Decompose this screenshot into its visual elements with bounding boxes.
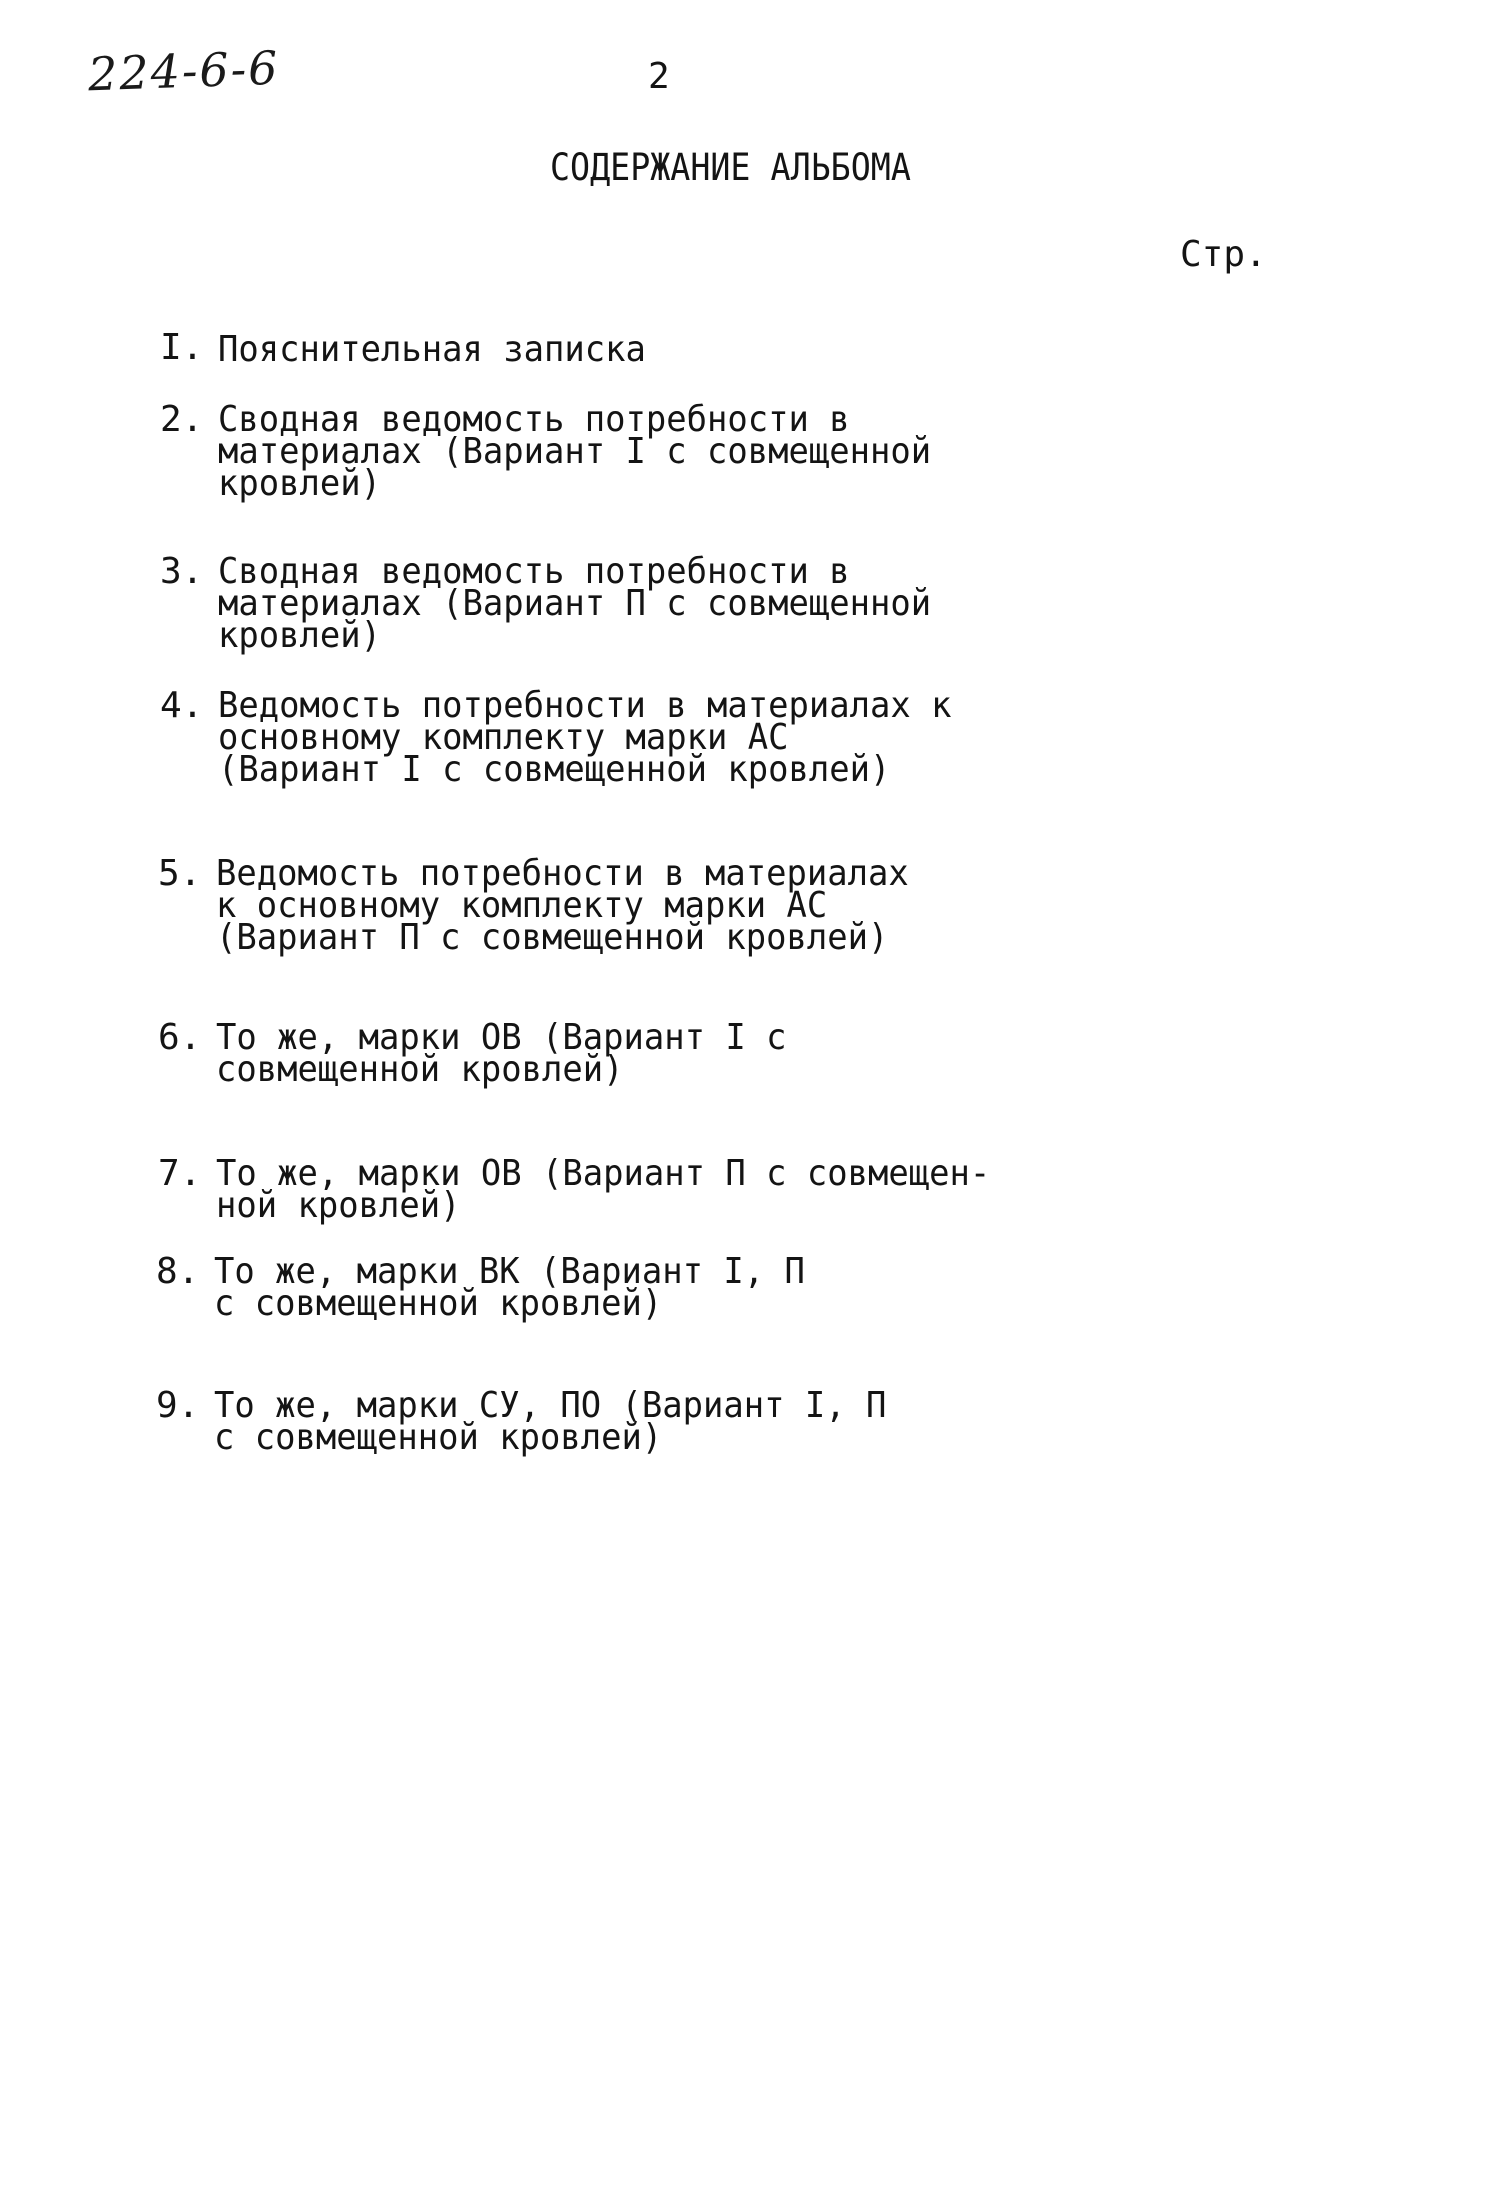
- toc-item-text: Пояснительная записка: [218, 329, 646, 370]
- toc-item-number: 4.: [160, 685, 204, 726]
- album-contents-title: СОДЕРЖАНИЕ АЛЬБОМА: [550, 146, 911, 189]
- toc-item-7: [158, 1153, 1040, 1226]
- toc-item-number: I.: [160, 327, 204, 368]
- toc-item-8: [156, 1251, 843, 1324]
- toc-item-text: Сводная ведомость потребности в материалах (Вариант П с совмещенной кровлей): [218, 551, 932, 656]
- toc-item-number: 9.: [156, 1385, 200, 1426]
- toc-item-number: 5.: [158, 853, 202, 894]
- toc-item-text: То же, марки СУ, ПО (Вариант I, П с совмещенной кровлей): [214, 1385, 887, 1458]
- page-number: 2: [648, 56, 670, 97]
- toc-item-text: То же, марки ВК (Вариант I, П с совмещенной кровлей): [214, 1251, 805, 1324]
- toc-item-number: 6.: [158, 1017, 202, 1058]
- toc-item-text: То же, марки ОВ (Вариант П с совмещен- ной кровлей): [216, 1153, 991, 1226]
- toc-item-5: [158, 853, 953, 958]
- toc-item-6: [158, 1017, 823, 1090]
- toc-item-1: [160, 327, 673, 370]
- toc-item-number: 7.: [158, 1153, 202, 1194]
- toc-item-number: 2.: [160, 399, 204, 440]
- toc-item-text: Ведомость потребности в материалах к основному комплекту марки АС (Вариант I с совмещенной кровлей): [218, 685, 952, 790]
- toc-item-4: [160, 685, 998, 790]
- toc-item-3: [160, 551, 977, 656]
- document-code-handwritten: 224-6-6: [87, 40, 281, 102]
- toc-item-9: [156, 1385, 929, 1458]
- toc-item-number: 3.: [160, 551, 204, 592]
- toc-item-text: То же, марки ОВ (Вариант I с совмещенной кровлей): [216, 1017, 787, 1090]
- page-column-label: Стр.: [1180, 234, 1267, 275]
- toc-item-number: 8.: [156, 1251, 200, 1292]
- toc-item-2: [160, 399, 977, 504]
- toc-item-text: Ведомость потребности в материалах к основному комплекту марки АС (Вариант П с совмещенной кровлей): [216, 853, 909, 958]
- toc-item-text: Сводная ведомость потребности в материалах (Вариант I с совмещенной кровлей): [218, 399, 932, 504]
